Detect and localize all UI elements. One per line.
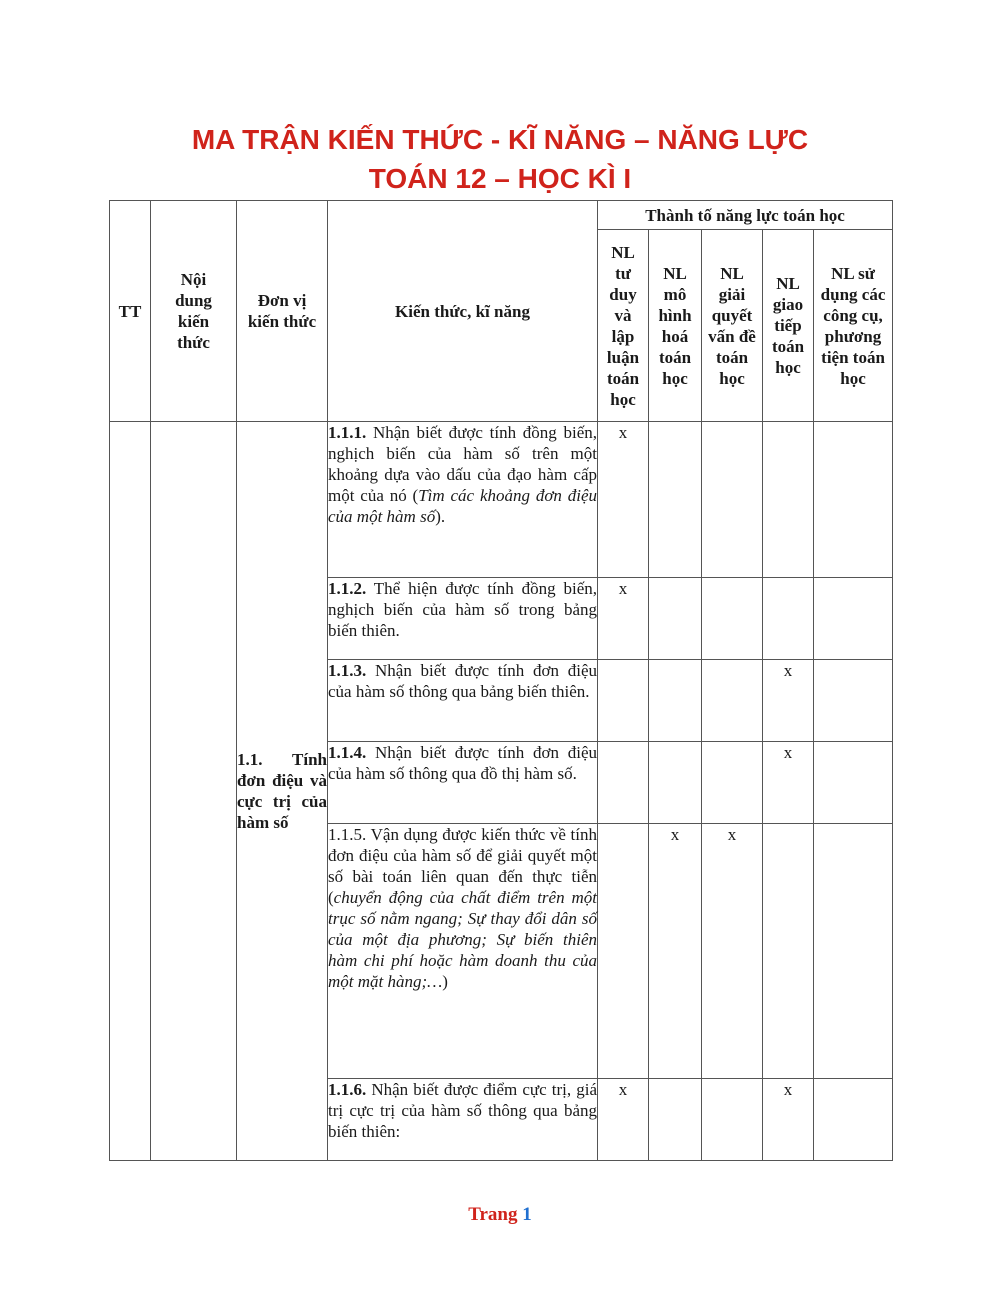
- mark-2-1: [649, 660, 702, 742]
- cell-noi-dung: [151, 422, 237, 1161]
- mark-1-4: [814, 578, 893, 660]
- mark-1-1: [649, 578, 702, 660]
- mark-4-4: [814, 824, 893, 1079]
- skill-text: Thể hiện được tính đồng biến, nghịch biến của hàm số trong bảng biến thiên.: [328, 579, 597, 640]
- mark-4-3: [763, 824, 814, 1079]
- header-nl-tu-duy: NL tư duy và lập luận toán học: [598, 230, 649, 422]
- header-nl-cong-cu: NL sử dụng các công cụ, phương tiện toán học: [814, 230, 893, 422]
- page-footer: [0, 1204, 1000, 1226]
- header-nl-giai-quyet: NL giải quyết vấn đề toán học: [702, 230, 763, 422]
- skill-tail: ).: [435, 507, 446, 526]
- document-subtitle: TOÁN 12 – HỌC KÌ I: [368, 163, 632, 194]
- skill-code: 1.1.2.: [328, 579, 367, 598]
- skill-cell-1: [328, 578, 598, 660]
- skill-tail: ): [442, 972, 448, 991]
- mark-2-3: x: [763, 660, 814, 742]
- table-row: [110, 422, 893, 578]
- mark-0-1: [649, 422, 702, 578]
- header-don-vi: Đơn vị kiến thức: [237, 201, 328, 422]
- skill-text: Nhận biết được tính đơn điệu của hàm số thông qua đồ thị hàm số.: [328, 743, 597, 783]
- skill-text: Nhận biết được tính đồng biến, nghịch biến của hàm số trên một khoảng dựa vào dấu của đạo hàm cấp một của nó (: [328, 423, 597, 505]
- mark-5-2: [702, 1079, 763, 1161]
- skill-cell-2: [328, 660, 598, 742]
- cell-tt: [110, 422, 151, 1161]
- unit-cell: 1.1. Tính đơn điệu và cực trị của hàm số: [237, 422, 328, 1161]
- page-number: 1: [522, 1204, 532, 1225]
- skill-example: chuyển động của chất điểm trên một trục số nằm ngang; Sự thay đổi dân số của một địa phương; Sự biến thiên hàm chi phí hoặc hàm doanh thu của một mặt hàng;…: [328, 888, 597, 991]
- mark-5-0: x: [598, 1079, 649, 1161]
- header-nl-giao-tiep: NL giao tiếp toán học: [763, 230, 814, 422]
- header-noi-dung: Nội dung kiến thức: [151, 201, 237, 422]
- skill-code: 1.1.6.: [328, 1080, 367, 1099]
- mark-5-3: x: [763, 1079, 814, 1161]
- mark-4-0: [598, 824, 649, 1079]
- mark-5-1: [649, 1079, 702, 1161]
- mark-2-2: [702, 660, 763, 742]
- skill-example: Tìm các khoảng đơn điệu của một hàm số: [328, 486, 597, 526]
- competency-matrix-table: [109, 200, 893, 1161]
- skill-cell-5: [328, 1079, 598, 1161]
- mark-5-4: [814, 1079, 893, 1161]
- mark-1-2: [702, 578, 763, 660]
- mark-3-4: [814, 742, 893, 824]
- skill-cell-4: [328, 824, 598, 1079]
- skill-code: 1.1.4.: [328, 743, 367, 762]
- skill-code: 1.1.3.: [328, 661, 367, 680]
- mark-3-1: [649, 742, 702, 824]
- mark-2-0: [598, 660, 649, 742]
- skill-cell-0: [328, 422, 598, 578]
- skill-code: 1.1.5.: [328, 825, 367, 844]
- header-kien-thuc: Kiến thức, kĩ năng: [328, 201, 598, 422]
- mark-3-3: x: [763, 742, 814, 824]
- skill-text: Vận dụng được kiến thức về tính đơn điệu của hàm số để giải quyết một số bài toán liên quan đến thực tiễn (: [328, 825, 597, 907]
- mark-4-1: x: [649, 824, 702, 1079]
- skill-cell-3: [328, 742, 598, 824]
- mark-3-0: [598, 742, 649, 824]
- mark-0-3: [763, 422, 814, 578]
- skill-code: 1.1.1.: [328, 423, 367, 442]
- document-title: MA TRẬN KIẾN THỨC - KĨ NĂNG – NĂNG LỰC: [191, 124, 809, 155]
- header-tt: TT: [110, 201, 151, 422]
- header-thanh-to: Thành tố năng lực toán học: [598, 201, 893, 230]
- table-body: [110, 422, 893, 1161]
- mark-3-2: [702, 742, 763, 824]
- mark-1-3: [763, 578, 814, 660]
- mark-0-2: [702, 422, 763, 578]
- mark-2-4: [814, 660, 893, 742]
- page-label: Trang: [468, 1204, 518, 1225]
- mark-1-0: x: [598, 578, 649, 660]
- mark-0-0: x: [598, 422, 649, 578]
- table-header: [110, 201, 893, 422]
- mark-4-2: x: [702, 824, 763, 1079]
- skill-text: Nhận biết được tính đơn điệu của hàm số thông qua bảng biến thiên.: [328, 661, 597, 701]
- skill-text: Nhận biết được điểm cực trị, giá trị cực trị của hàm số thông qua bảng biến thiên:: [328, 1080, 597, 1141]
- mark-0-4: [814, 422, 893, 578]
- header-nl-mo-hinh: NL mô hình hoá toán học: [649, 230, 702, 422]
